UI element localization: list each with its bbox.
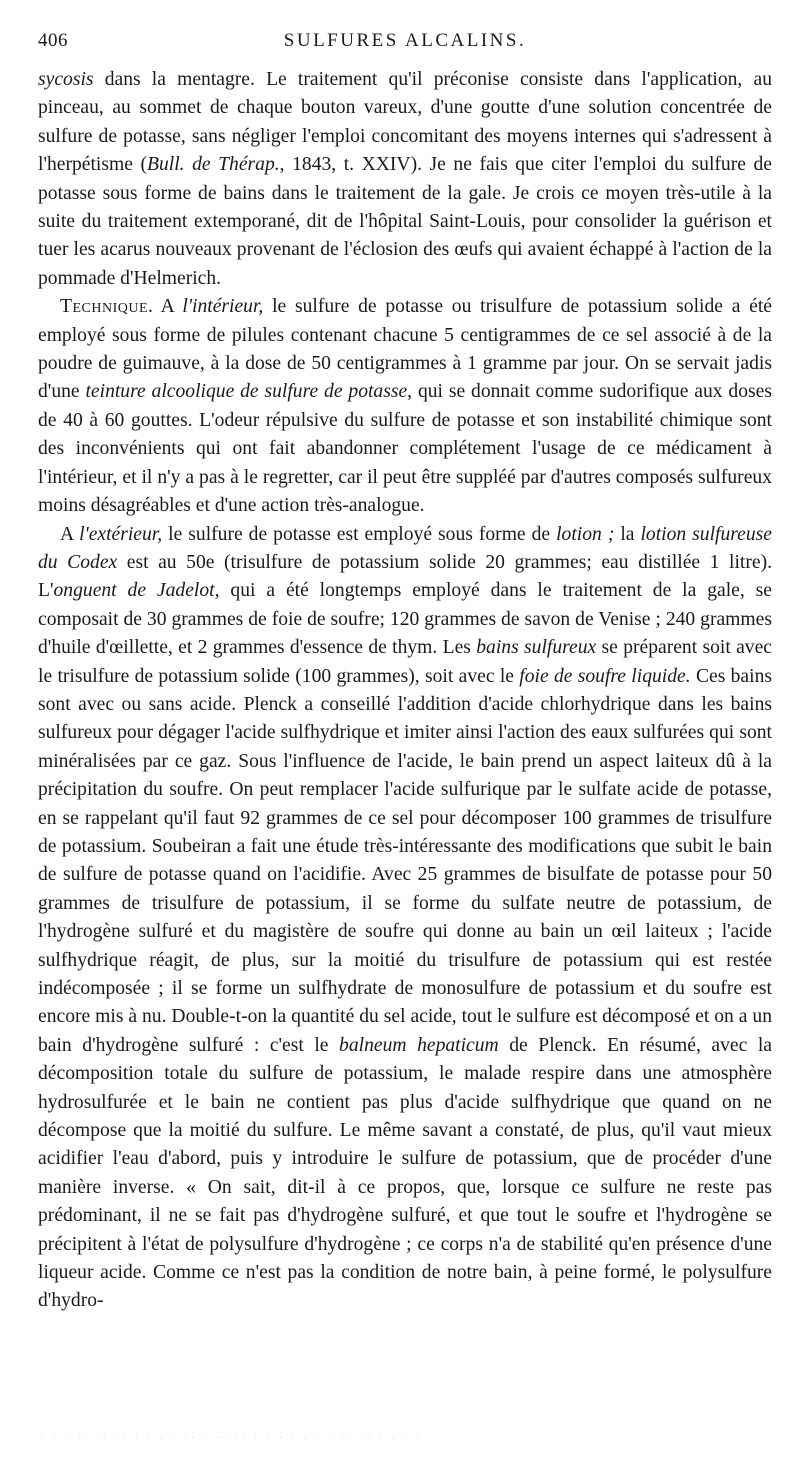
italic-span: lotion ; (556, 523, 615, 545)
italic-span: foie de soufre liquide. (519, 665, 691, 687)
small-caps-span: Technique (60, 296, 149, 318)
italic-span: balneum hepaticum (339, 1034, 499, 1056)
italic-span: Bull. de Thérap. (147, 154, 280, 176)
text-span: qui se donnait comme sudorifique aux doses de 40 à 60 gouttes. L'odeur répulsive du sulfure de potasse et son instabilité chimique sont des inconvénients qui ont fait abandonner complétement l'usage de ce médicament à l'intérieur, et il n'y a pas à le regretter, car il peut être suppléé par d'autres composés sulfureux moins désagréables et d'une action très-analogue. (38, 381, 772, 517)
paragraph (38, 293, 772, 520)
text-span: dans la mentagre. Le traitement qu'il préconise consiste dans l'application, au pinceau, au sommet de chaque bouton vareux, d'une goutte d'une solution concentrée de sulfure de potasse, sans négliger l'emploi concomitant des moyens internes qui s'adressent à l'herpétisme ( (38, 69, 772, 176)
italic-span: sycosis (38, 69, 94, 90)
paragraph (38, 66, 772, 293)
italic-span: lotion sulfureuse du Codex (38, 523, 772, 573)
running-title: SULFURES ALCALINS. (283, 30, 527, 51)
text-span: de Plenck. En résumé, avec la décomposition totale du sulfure de potassium, le malade respire dans une atmosphère hydrosulfurée et le bain ne contient pas plus d'acide sulfhydrique que quand on ne décompose que la moitié du sulfure. Le même savant a constaté, de plus, qu'il vaut mieux acidifier l'eau d'abord, puis y introduire le sulfure de potassium, que de procéder d'une manière inverse. « On sait, dit-il à ce propos, que, lorsque ce sulfure ne reste pas prédominant, il ne se fait pas d'hydrogène sulfuré, et que tout le soufre et l'hydrogène se précipitent à l'état de polysulfure d'hydrogène ; ce corps n'a de stabilité qu'en présence d'une liqueur acide. Comme ce n'est pas la condition de notre bain, à peine formé, le polysulfure d'hydro- (38, 1034, 772, 1312)
text-span: le sulfure de potasse est employé sous forme de (162, 523, 557, 545)
italic-span: bains sulfureux (476, 637, 597, 659)
italic-span: teinture alcoolique de sulfure de potasse, (85, 381, 413, 403)
text-span: Ces bains sont avec ou sans acide. Plenck a conseillé l'addition d'acide chlorhydrique dans les bains sulfureux pour dégager l'acide sulfhydrique et imiter ainsi l'action des eaux sulfurées qui sont minéralisées par ce gaz. Sous l'influence de l'acide, le bain prend un aspect laiteux dû à la précipitation du soufre. On peut remplacer l'acide sulfurique par le sulfate acide de potasse, en se rappelant qu'il faut 92 grammes de ce sel pour décomposer 100 grammes de trisulfure de potassium. Soubeiran a fait une étude très-intéressante des modifications que subit le bain de sulfure de potasse quand on l'acidifie. Avec 25 grammes de bisulfate de potasse pour 50 grammes de trisulfure de potassium, il se forme du sulfate neutre de potassium, de l'hydrogène sulfuré et du magistère de soufre qui donne au bain un œil laiteux ; l'acide sulfhydrique réagit, de plus, sur la moitié du trisulfure de potassium qui est restée indécomposée ; il se forme un sulfhydrate de monosulfure de potassium et du soufre est encore mis à nu. Double-t-on la quantité du sel acide, tout le sulfure est décomposé et on a un bain d'hydrogène sulfuré : c'est le (38, 665, 772, 1056)
page-header (38, 30, 772, 60)
italic-span: l'intérieur, (182, 296, 264, 318)
text-span: . A (148, 296, 183, 318)
text-span: qui a été longtemps employé dans le traitement de la gale, se composait de 30 grammes de foie de soufre; 120 grammes de savon de Venise ; 240 grammes d'huile d'œillette, et 2 grammes d'essence de thym. Les (38, 580, 772, 659)
italic-span: l'extérieur, (79, 523, 163, 545)
text-span: la (614, 523, 641, 545)
italic-span: onguent de Jadelot, (53, 580, 220, 602)
body-text (38, 66, 772, 1316)
text-span: est au 50e (trisulfure de potassium solide 20 grammes; eau distillée 1 litre). L' (38, 551, 772, 602)
bleed-through-residue: · · · ·· ·· ·· · · · · ·· · ·· ·· · · · · · · · ·· ·· · · · · (40, 1432, 423, 1444)
paragraph (38, 521, 772, 1316)
text-span: le sulfure de potasse ou trisulfure de potassium solide a été employé sous forme de pilules contenant chacune 5 centigrammes de ce sel associé à de la poudre de guimauve, à la dose de 50 centigrammes à 1 gramme par jour. On se servait jadis d'une (38, 296, 772, 403)
page-number: 406 (38, 30, 68, 51)
text-span: , 1843, t. XXIV). Je ne fais que citer l'emploi du sulfure de potasse sous forme de bains dans le traitement de la gale. Je crois ce moyen très-utile à la suite du traitement extemporané, dit de l'hôpital Saint-Louis, pour consolider la guérison et tuer les acarus nouveaux provenant de l'éclosion des œufs qui avaient échappé à l'action de la pommade d'Helmerich. (38, 154, 772, 289)
text-span: se préparent soit avec le trisulfure de potassium solide (100 grammes), soit avec le (38, 637, 772, 687)
text-span: A (60, 523, 80, 545)
